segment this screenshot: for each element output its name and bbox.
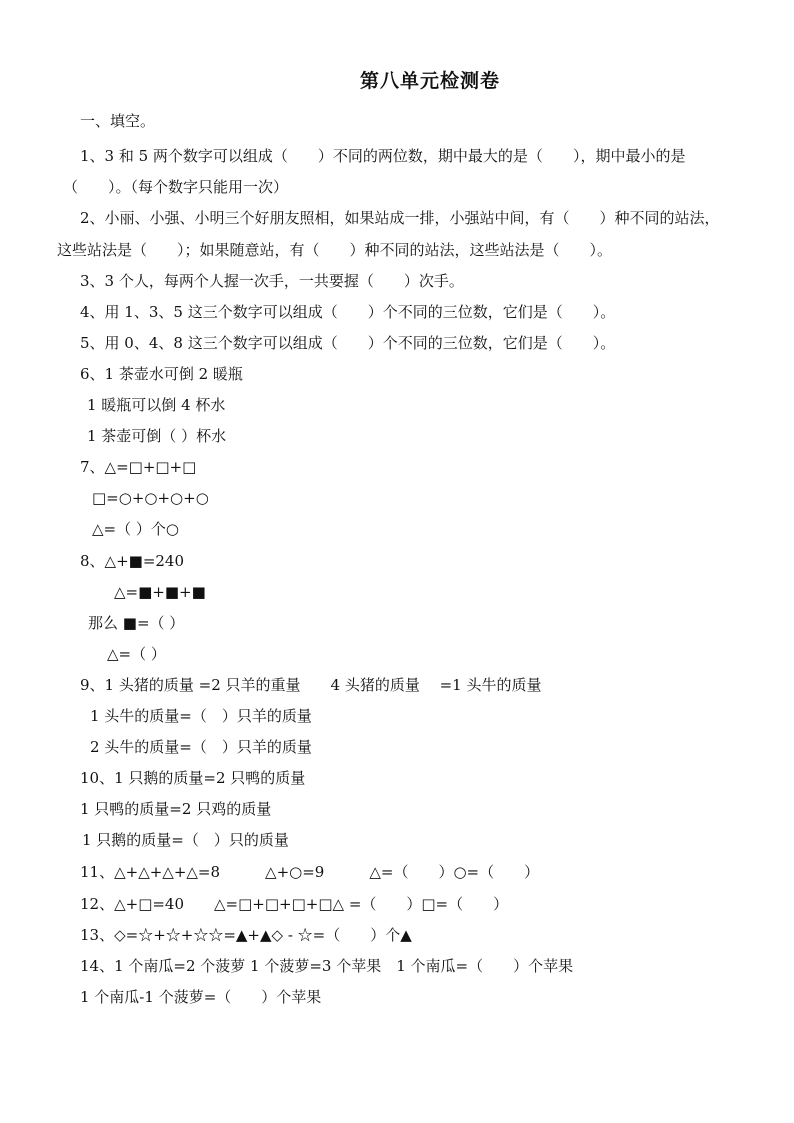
question-line: 2、小丽、小强、小明三个好朋友照相，如果站成一排，小强站中间，有（ ）种不同的站法， xyxy=(80,209,720,227)
question-line: 7、△=□+□+□ xyxy=(80,458,197,476)
question-line: 5、用 0、4、8 这三个数字可以组成（ ）个不同的三位数，它们是（ ）。 xyxy=(80,334,616,352)
question-line: 1 只鹅的质量=（ ）只的质量 xyxy=(82,831,289,849)
question-line: 8、△+■=240 xyxy=(80,552,185,570)
question-line: △=（ ）个○ xyxy=(92,520,179,538)
question-line: 6、1 茶壶水可倒 2 暖瓶 xyxy=(80,365,243,383)
question-line: 1 暖瓶可以倒 4 杯水 xyxy=(87,396,226,414)
question-line: 1 个南瓜-1 个菠萝=（ ）个苹果 xyxy=(80,988,322,1006)
question-line: 2 头牛的质量=（ ）只羊的质量 xyxy=(90,738,312,756)
question-line: 1、3 和 5 两个数字可以组成（ ）不同的两位数，期中最大的是（ ），期中最小的是 xyxy=(80,147,686,165)
section-heading: 一、填空。 xyxy=(80,112,156,130)
question-line: 1 头牛的质量=（ ）只羊的质量 xyxy=(90,707,312,725)
question-line: 那么 ■=（ ） xyxy=(88,614,185,632)
question-line: 3、3 个人，每两个人握一次手，一共要握（ ）次手。 xyxy=(80,272,464,290)
question-line: △=（ ） xyxy=(107,645,166,663)
question-line: 1 只鸭的质量=2 只鸡的质量 xyxy=(80,800,272,818)
question-line: 这些站法是（ ）；如果随意站，有（ ）种不同的站法，这些站法是（ ）。 xyxy=(57,241,613,259)
question-line: 11、△+△+△+△=8 △+○=9 △=（ ）○=（ ） xyxy=(80,863,540,881)
question-line: △=■+■+■ xyxy=(114,583,206,601)
question-line: （ ）。（每个数字只能用一次） xyxy=(63,178,289,196)
question-line: 10、1 只鹅的质量=2 只鸭的质量 xyxy=(80,769,306,787)
question-line: □=○+○+○+○ xyxy=(92,489,209,507)
question-line: 13、◇=☆+☆+☆☆=▲+▲◇ - ☆=（ ）个▲ xyxy=(80,926,412,944)
question-line: 12、△+□=40 △=□+□+□+□△ =（ ）□=（ ） xyxy=(80,895,509,913)
page-title: 第八单元检测卷 xyxy=(359,70,500,92)
question-line: 4、用 1、3、5 这三个数字可以组成（ ）个不同的三位数，它们是（ ）。 xyxy=(80,303,616,321)
question-line: 14、1 个南瓜=2 个菠萝 1 个菠萝=3 个苹果 1 个南瓜=（ ）个苹果 xyxy=(80,957,574,975)
question-line: 9、1 头猪的质量 =2 只羊的重量 4 头猪的质量 =1 头牛的质量 xyxy=(80,676,542,694)
question-line: 1 茶壶可倒（ ）杯水 xyxy=(87,427,227,445)
